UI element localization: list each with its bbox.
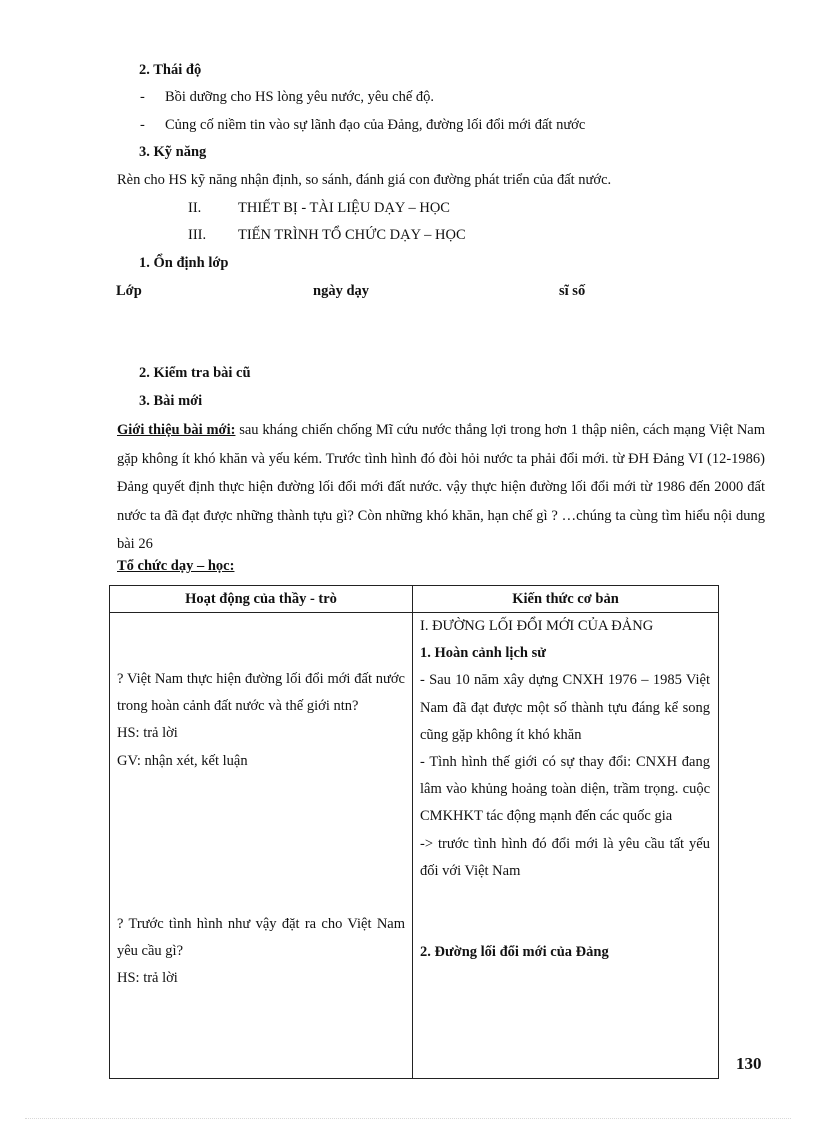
lesson-table <box>109 585 719 1079</box>
knowledge-section-title: I. ĐƯỜNG LỐI ĐỔI MỚI CỦA ĐẢNG <box>420 618 654 634</box>
bullet-mark: - <box>140 89 145 105</box>
knowledge-subheading-1: 1. Hoàn cảnh lịch sử <box>420 645 546 662</box>
attitude-bullet-2: Củng cố niềm tin vào sự lãnh đạo của Đảng, đường lối đổi mới đất nước <box>165 117 586 133</box>
activities-cell <box>110 613 413 1079</box>
knowledge-point-3: -> trước tình hình đó đổi mới là yêu cầu tất yếu đối với Việt Nam <box>420 835 710 879</box>
student-answer-2: HS: trả lời <box>117 970 178 987</box>
knowledge-subheading-2: 2. Đường lối đổi mới của Đảng <box>420 944 609 961</box>
knowledge-point-1: - Sau 10 năm xây dựng CNXH 1976 – 1985 Việt Nam đã đạt được một số thành tựu đáng kể song cũng gặp không ít khó khăn <box>420 672 710 743</box>
footer-divider <box>25 1118 791 1119</box>
step3-heading: 3. Bài mới <box>139 393 203 409</box>
question-2: ? Trước tình hình như vậy đặt ra cho Việt Nam yêu cầu gì? <box>117 915 405 960</box>
table-header-knowledge: Kiến thức cơ bản <box>413 586 719 613</box>
spacer <box>420 885 710 939</box>
intro-label: Giới thiệu bài mới: <box>117 422 236 438</box>
step1-heading: 1. Ổn định lớp <box>139 255 229 271</box>
knowledge-content <box>420 613 710 966</box>
section2-title: THIẾT BỊ - TÀI LIỆU DẠY – HỌC <box>238 200 450 216</box>
intro-paragraph <box>117 416 765 559</box>
bullet-mark: - <box>140 117 145 133</box>
activities-content <box>117 666 405 992</box>
section2-number: II. <box>188 200 202 216</box>
spacer <box>117 775 405 911</box>
intro-text: sau kháng chiến chống Mĩ cứu nước thắng lợi trong hơn 1 thập niên, cách mạng Việt Nam gặp không ít khó khăn và yếu kém. Trước tình hình đó đòi hỏi nước ta phải đổi mới. từ ĐH Đảng VI (12-1986) Đảng quyết định thực hiện đường lối đổi mới đất nước. vậy thực hiện đường lối đổi mới từ 1986 đến 2000 đất nước ta đã đạt được những thành tựu gì? Còn những khó khăn, hạn chế gì ? …chúng ta cùng tìm hiểu nội dung bài 26 <box>117 422 766 552</box>
table-row <box>110 613 719 1079</box>
knowledge-point-2: - Tình hình thế giới có sự thay đổi: CNXH đang lâm vào khủng hoảng toàn diện, trầm trọng. cuộc CMKHKT tác động mạnh đến các quốc gia <box>420 754 710 825</box>
attitude-heading: 2. Thái độ <box>139 62 202 78</box>
page-number: 130 <box>736 1054 762 1073</box>
class-label: Lớp <box>116 283 142 299</box>
date-label: ngày dạy <box>313 283 370 299</box>
question-1: ? Việt Nam thực hiện đường lối đổi mới đất nước trong hoàn cảnh đất nước và thế giới ntn? <box>117 671 405 715</box>
skills-heading: 3. Kỹ năng <box>139 144 207 160</box>
table-header-row <box>110 586 719 613</box>
knowledge-cell <box>413 613 719 1079</box>
section3-title: TIẾN TRÌNH TỔ CHỨC DẠY – HỌC <box>238 227 466 243</box>
table-header-activities: Hoạt động của thầy - trò <box>110 586 413 613</box>
count-label: sĩ số <box>559 283 586 299</box>
skills-text: Rèn cho HS kỹ năng nhận định, so sánh, đánh giá con đường phát triển của đất nước. <box>117 172 612 188</box>
step2-heading: 2. Kiểm tra bài cũ <box>139 365 251 381</box>
organize-label: Tổ chức dạy – học: <box>117 558 235 574</box>
attitude-bullet-1: Bồi dưỡng cho HS lòng yêu nước, yêu chế độ. <box>165 89 435 105</box>
student-answer-1: HS: trả lời <box>117 725 178 742</box>
section3-number: III. <box>188 227 207 243</box>
teacher-remark: GV: nhận xét, kết luận <box>117 752 248 769</box>
